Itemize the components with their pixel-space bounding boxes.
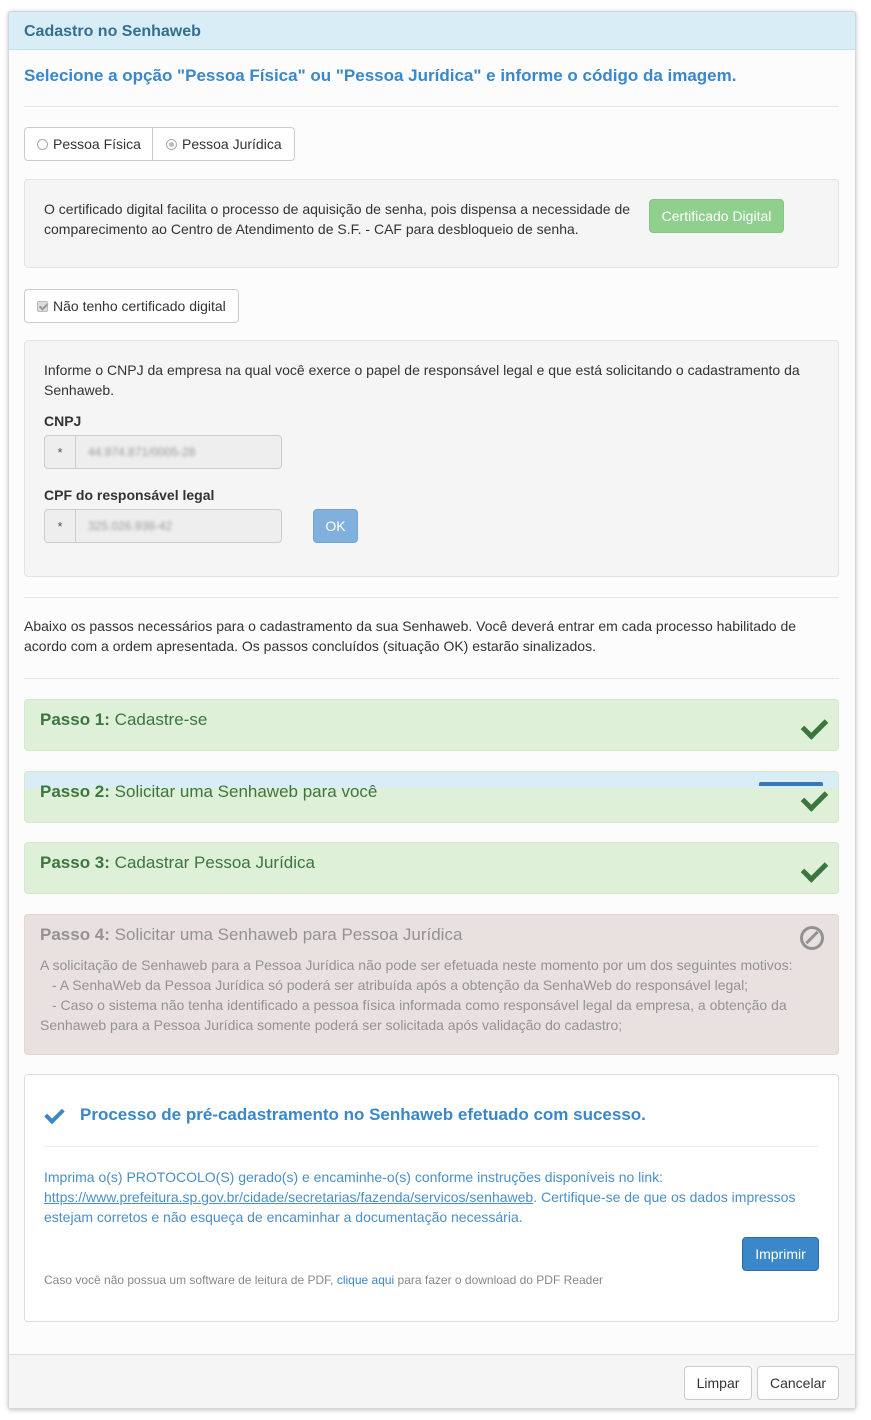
- step-tab-indicator: [759, 782, 823, 786]
- divider: [24, 597, 839, 598]
- step-4: [24, 914, 839, 1055]
- clear-button[interactable]: Limpar: [684, 1366, 752, 1400]
- check-icon: [801, 784, 829, 812]
- radio-pessoa-fisica[interactable]: [25, 128, 153, 160]
- step-2[interactable]: [24, 771, 839, 823]
- cpf-input[interactable]: [44, 509, 282, 543]
- radio-unchecked-icon: [37, 139, 48, 150]
- checkbox-checked-icon: [37, 301, 48, 312]
- ban-icon: [800, 926, 824, 950]
- pdf-download-link[interactable]: clique aqui: [336, 1273, 395, 1287]
- step-number: Passo 2:: [40, 782, 110, 801]
- cpf-label: CPF do responsável legal: [44, 487, 215, 503]
- radio-label: Pessoa Física: [53, 136, 141, 152]
- divider: [24, 106, 839, 107]
- cancel-button[interactable]: Cancelar: [757, 1366, 839, 1400]
- check-icon: [801, 712, 829, 740]
- step-number: Passo 4:: [40, 925, 110, 944]
- cpf-value: 325.026.938-42: [88, 519, 173, 533]
- success-box: [24, 1074, 839, 1322]
- certificate-text: O certificado digital facilita o processo de aquisição de senha, pois dispensa a necessidade de comparecimento ao Centro de Atendimento de S.F. - CAF para desbloqueio de senha.: [44, 201, 631, 237]
- cnpj-input[interactable]: [44, 435, 282, 469]
- panel-title: Cadastro no Senhaweb: [24, 23, 201, 40]
- required-addon: *: [45, 510, 76, 542]
- step-3[interactable]: [24, 842, 839, 894]
- step-title: Solicitar uma Senhaweb para Pessoa Jurídica: [114, 925, 463, 944]
- success-title: Processo de pré-cadastramento no Senhaweb efetuado com sucesso.: [80, 1105, 646, 1124]
- required-addon: *: [45, 436, 76, 468]
- step-title: Cadastre-se: [114, 710, 208, 729]
- instruction-heading: Selecione a opção "Pessoa Física" ou "Pessoa Jurídica" e informe o código da imagem.: [24, 66, 737, 85]
- divider: [24, 678, 839, 679]
- radio-checked-icon: [166, 139, 177, 150]
- person-type-selector: [24, 127, 295, 161]
- step-number: Passo 3:: [40, 853, 110, 872]
- cnpj-value: 44.974.871/0005-28: [88, 445, 196, 459]
- pdf-reader-note: Caso você não possua um software de leitura de PDF, clique aqui para fazer o download do PDF Reader: [44, 1273, 603, 1287]
- step-1[interactable]: [24, 699, 839, 751]
- radio-pessoa-juridica[interactable]: [154, 128, 294, 160]
- step-4-reasons: [40, 955, 830, 1035]
- divider: [44, 1146, 819, 1147]
- panel-footer: [9, 1354, 855, 1408]
- success-instructions: Imprima o(s) PROTOCOLO(S) gerado(s) e encaminhe-o(s) conforme instruções disponíveis no link: https://www.prefeitura.sp.gov.br/cidade/secretarias/fazenda/servicos/senhaweb. Certifique-se de que os dados impressos estejam corretos e não esqueça de encaminhar a documentação necessária.: [44, 1169, 796, 1225]
- print-button[interactable]: Imprimir: [742, 1237, 819, 1271]
- ok-button[interactable]: OK: [313, 509, 358, 543]
- reason-item: - Caso o sistema não tenha identificado a pessoa física informada como responsável legal da empresa, a obtenção da Senhaweb para a Pessoa Jurídica somente poderá ser solicitada após validação do cadastro;: [40, 997, 787, 1033]
- check-icon: [801, 855, 829, 883]
- check-icon: [44, 1104, 65, 1125]
- senhaweb-link[interactable]: https://www.prefeitura.sp.gov.br/cidade/secretarias/fazenda/servicos/senhaweb: [44, 1189, 534, 1205]
- radio-label: Pessoa Jurídica: [182, 136, 282, 152]
- checkbox-label: Não tenho certificado digital: [53, 298, 226, 314]
- reason-item: - A SenhaWeb da Pessoa Jurídica só poderá ser atribuída após a obtenção da SenhaWeb do responsável legal;: [52, 977, 749, 993]
- reason-intro: A solicitação de Senhaweb para a Pessoa Jurídica não pode ser efetuada neste momento por um dos seguintes motivos:: [40, 957, 793, 973]
- steps-intro: Abaixo os passos necessários para o cadastramento da sua Senhaweb. Você deverá entrar em cada processo habilitado de acordo com a ordem apresentada. Os passos concluídos (situação OK) estarão sinalizados.: [24, 618, 797, 654]
- certificate-well: [24, 179, 839, 268]
- no-certificate-checkbox[interactable]: [24, 289, 239, 323]
- step-title: Solicitar uma Senhaweb para você: [114, 782, 378, 801]
- panel-header: [9, 12, 855, 50]
- step-title: Cadastrar Pessoa Jurídica: [114, 853, 315, 872]
- step-number: Passo 1:: [40, 710, 110, 729]
- digital-certificate-button[interactable]: Certificado Digital: [649, 199, 784, 233]
- company-form-well: [24, 340, 839, 577]
- cnpj-label: CNPJ: [44, 413, 82, 429]
- company-form-intro: Informe o CNPJ da empresa na qual você exerce o papel de responsável legal e que está solicitando o cadastramento da Senhaweb.: [44, 362, 800, 398]
- senhaweb-panel: [8, 11, 856, 1409]
